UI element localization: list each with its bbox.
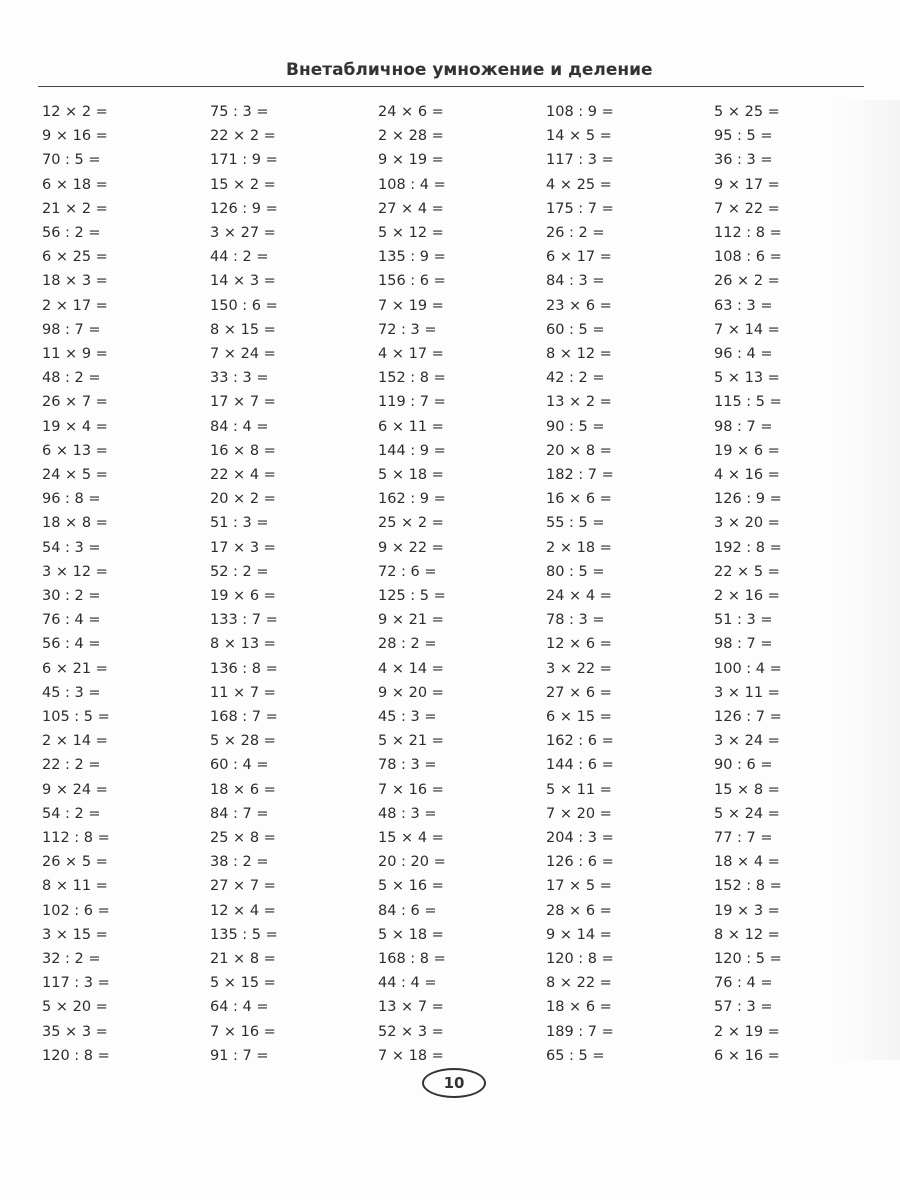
exercise-item: 20 × 2 = — [210, 491, 276, 508]
exercise-item: 150 : 6 = — [210, 297, 278, 314]
exercise-item: 72 : 6 = — [378, 563, 437, 580]
exercise-item: 120 : 8 = — [546, 951, 614, 967]
exercise-item: 3 × 15 = — [42, 926, 108, 943]
exercise-item: 16 × 8 = — [210, 442, 276, 459]
exercise-item: 24 × 6 = — [378, 104, 444, 120]
exercise-item: 90 : 6 = — [714, 757, 773, 774]
exercise-item: 18 × 8 = — [42, 515, 108, 532]
exercise-item: 28 × 6 = — [546, 902, 612, 919]
exercise-item: 5 × 11 = — [546, 781, 612, 798]
exercise-item: 44 : 4 = — [378, 975, 437, 992]
exercise-item: 18 × 6 = — [546, 999, 612, 1016]
exercise-item: 135 : 9 = — [378, 249, 446, 266]
exercise-item: 8 × 22 = — [546, 975, 612, 992]
exercise-item: 75 : 3 = — [210, 104, 269, 120]
exercise-item: 156 : 6 = — [378, 273, 446, 290]
header-rule — [38, 86, 864, 87]
exercise-item: 9 × 20 = — [378, 684, 444, 701]
exercise-item: 5 × 24 = — [714, 805, 780, 822]
exercise-item: 91 : 7 = — [210, 1047, 269, 1064]
exercise-item: 32 : 2 = — [42, 951, 101, 967]
exercise-item: 27 × 7 = — [210, 878, 276, 895]
exercise-item: 84 : 7 = — [210, 805, 269, 822]
exercise-item: 2 × 16 = — [714, 588, 780, 604]
exercise-item: 44 : 2 = — [210, 249, 269, 266]
exercise-item: 52 × 3 = — [378, 1023, 444, 1040]
exercise-item: 8 × 15 = — [210, 321, 276, 338]
exercise-item: 60 : 4 = — [210, 757, 269, 774]
exercise-item: 30 : 2 = — [42, 588, 101, 604]
exercise-item: 19 × 4 = — [42, 418, 108, 435]
exercise-item: 98 : 7 = — [42, 321, 101, 338]
exercise-item: 5 × 13 = — [714, 370, 780, 387]
exercise-item: 20 × 8 = — [546, 442, 612, 459]
exercise-item: 102 : 6 = — [42, 902, 110, 919]
exercise-item: 5 × 16 = — [378, 878, 444, 895]
exercise-item: 12 × 4 = — [210, 902, 276, 919]
exercise-item: 9 × 19 = — [378, 152, 444, 169]
exercise-item: 76 : 4 = — [42, 612, 101, 629]
exercise-item: 27 × 4 = — [378, 200, 444, 217]
exercise-item: 9 × 22 = — [378, 539, 444, 556]
exercise-item: 65 : 5 = — [546, 1047, 605, 1064]
exercise-item: 136 : 8 = — [210, 660, 278, 677]
exercise-item: 17 × 3 = — [210, 539, 276, 556]
exercise-item: 78 : 3 = — [378, 757, 437, 774]
exercise-item: 6 × 16 = — [714, 1047, 780, 1064]
exercise-item: 4 × 16 = — [714, 467, 780, 483]
exercise-item: 3 × 24 = — [714, 733, 780, 750]
exercise-item: 9 × 21 = — [378, 612, 444, 629]
exercise-item: 77 : 7 = — [714, 830, 773, 846]
exercise-item: 5 × 20 = — [42, 999, 108, 1016]
exercise-item: 119 : 7 = — [378, 394, 446, 411]
exercise-item: 48 : 2 = — [42, 370, 101, 387]
exercise-item: 112 : 8 = — [714, 225, 782, 241]
exercise-item: 22 × 4 = — [210, 467, 276, 483]
exercise-item: 115 : 5 = — [714, 394, 782, 411]
exercise-item: 98 : 7 = — [714, 636, 773, 653]
exercise-item: 135 : 5 = — [210, 926, 278, 943]
exercise-item: 2 × 19 = — [714, 1023, 780, 1040]
exercise-item: 25 × 8 = — [210, 830, 276, 846]
exercise-item: 11 × 7 = — [210, 684, 276, 701]
exercise-item: 54 : 2 = — [42, 805, 101, 822]
exercise-item: 105 : 5 = — [42, 709, 110, 725]
page-header — [0, 56, 900, 86]
exercise-item: 96 : 4 = — [714, 346, 773, 362]
exercise-item: 18 × 6 = — [210, 781, 276, 798]
exercise-item: 12 × 2 = — [42, 104, 108, 120]
exercise-item: 26 × 7 = — [42, 394, 108, 411]
exercise-item: 19 × 6 = — [714, 442, 780, 459]
exercise-item: 126 : 9 = — [210, 200, 278, 217]
exercise-item: 51 : 3 = — [714, 612, 773, 629]
exercise-item: 21 × 8 = — [210, 951, 276, 967]
exercise-item: 126 : 7 = — [714, 709, 782, 725]
exercise-item: 15 × 8 = — [714, 781, 780, 798]
exercise-item: 16 × 6 = — [546, 491, 612, 508]
exercise-item: 152 : 8 = — [378, 370, 446, 387]
exercise-item: 70 : 5 = — [42, 152, 101, 169]
exercise-item: 189 : 7 = — [546, 1023, 614, 1040]
exercise-item: 3 × 11 = — [714, 684, 780, 701]
exercise-item: 6 × 21 = — [42, 660, 108, 677]
exercise-item: 5 × 18 = — [378, 926, 444, 943]
exercise-item: 13 × 2 = — [546, 394, 612, 411]
exercise-item: 17 × 5 = — [546, 878, 612, 895]
exercise-item: 6 × 13 = — [42, 442, 108, 459]
exercise-item: 80 : 5 = — [546, 563, 605, 580]
exercise-item: 6 × 18 = — [42, 176, 108, 193]
exercise-item: 48 : 3 = — [378, 805, 437, 822]
exercise-item: 6 × 11 = — [378, 418, 444, 435]
exercise-item: 7 × 14 = — [714, 321, 780, 338]
exercise-item: 7 × 16 = — [210, 1023, 276, 1040]
exercise-item: 6 × 15 = — [546, 709, 612, 725]
exercise-item: 8 × 12 = — [546, 346, 612, 362]
exercise-item: 18 × 4 = — [714, 854, 780, 871]
exercise-item: 14 × 3 = — [210, 273, 276, 290]
exercise-item: 2 × 14 = — [42, 733, 108, 750]
exercise-item: 175 : 7 = — [546, 200, 614, 217]
exercise-item: 55 : 5 = — [546, 515, 605, 532]
exercise-item: 182 : 7 = — [546, 467, 614, 483]
exercise-item: 126 : 9 = — [714, 491, 782, 508]
exercise-item: 76 : 4 = — [714, 975, 773, 992]
exercise-item: 133 : 7 = — [210, 612, 278, 629]
exercise-item: 26 : 2 = — [546, 225, 605, 241]
exercise-item: 22 × 2 = — [210, 128, 276, 145]
exercise-item: 15 × 2 = — [210, 176, 276, 193]
exercise-item: 42 : 2 = — [546, 370, 605, 387]
exercise-item: 26 × 5 = — [42, 854, 108, 871]
exercise-item: 24 × 4 = — [546, 588, 612, 604]
exercise-grid — [0, 100, 900, 1064]
exercise-item: 7 × 18 = — [378, 1047, 444, 1064]
exercise-item: 4 × 17 = — [378, 346, 444, 362]
exercise-item: 52 : 2 = — [210, 563, 269, 580]
exercise-item: 60 : 5 = — [546, 321, 605, 338]
exercise-item: 24 × 5 = — [42, 467, 108, 483]
exercise-item: 4 × 14 = — [378, 660, 444, 677]
exercise-item: 168 : 8 = — [378, 951, 446, 967]
exercise-item: 2 × 28 = — [378, 128, 444, 145]
exercise-item: 84 : 4 = — [210, 418, 269, 435]
exercise-item: 78 : 3 = — [546, 612, 605, 629]
exercise-item: 45 : 3 = — [42, 684, 101, 701]
exercise-item: 25 × 2 = — [378, 515, 444, 532]
exercise-item: 20 : 20 = — [378, 854, 446, 871]
exercise-item: 7 × 20 = — [546, 805, 612, 822]
exercise-item: 3 × 20 = — [714, 515, 780, 532]
exercise-item: 117 : 3 = — [546, 152, 614, 169]
exercise-item: 168 : 7 = — [210, 709, 278, 725]
exercise-item: 120 : 5 = — [714, 951, 782, 967]
exercise-item: 14 × 5 = — [546, 128, 612, 145]
exercise-item: 4 × 25 = — [546, 176, 612, 193]
exercise-item: 5 × 15 = — [210, 975, 276, 992]
exercise-item: 108 : 4 = — [378, 176, 446, 193]
exercise-item: 9 × 17 = — [714, 176, 780, 193]
exercise-item: 19 × 6 = — [210, 588, 276, 604]
exercise-item: 64 : 4 = — [210, 999, 269, 1016]
exercise-item: 7 × 24 = — [210, 346, 276, 362]
exercise-item: 56 : 4 = — [42, 636, 101, 653]
exercise-item: 22 : 2 = — [42, 757, 101, 774]
exercise-item: 117 : 3 = — [42, 975, 110, 992]
page-number: 10 — [422, 1068, 486, 1098]
exercise-item: 84 : 6 = — [378, 902, 437, 919]
exercise-item: 144 : 6 = — [546, 757, 614, 774]
exercise-item: 23 × 6 = — [546, 297, 612, 314]
exercise-item: 125 : 5 = — [378, 588, 446, 604]
exercise-item: 9 × 14 = — [546, 926, 612, 943]
exercise-item: 9 × 24 = — [42, 781, 108, 798]
exercise-item: 3 × 22 = — [546, 660, 612, 677]
exercise-item: 33 : 3 = — [210, 370, 269, 387]
exercise-item: 96 : 8 = — [42, 491, 101, 508]
exercise-item: 51 : 3 = — [210, 515, 269, 532]
exercise-item: 171 : 9 = — [210, 152, 278, 169]
exercise-item: 8 × 12 = — [714, 926, 780, 943]
exercise-item: 152 : 8 = — [714, 878, 782, 895]
exercise-item: 8 × 11 = — [42, 878, 108, 895]
exercise-item: 162 : 6 = — [546, 733, 614, 750]
exercise-item: 120 : 8 = — [42, 1047, 110, 1064]
exercise-item: 12 × 6 = — [546, 636, 612, 653]
exercise-item: 108 : 6 = — [714, 249, 782, 266]
exercise-item: 192 : 8 = — [714, 539, 782, 556]
exercise-item: 2 × 17 = — [42, 297, 108, 314]
exercise-item: 5 × 21 = — [378, 733, 444, 750]
exercise-item: 5 × 28 = — [210, 733, 276, 750]
exercise-item: 22 × 5 = — [714, 563, 780, 580]
exercise-item: 84 : 3 = — [546, 273, 605, 290]
exercise-item: 18 × 3 = — [42, 273, 108, 290]
exercise-item: 90 : 5 = — [546, 418, 605, 435]
exercise-item: 126 : 6 = — [546, 854, 614, 871]
exercise-item: 204 : 3 = — [546, 830, 614, 846]
exercise-item: 7 × 19 = — [378, 297, 444, 314]
exercise-item: 8 × 13 = — [210, 636, 276, 653]
exercise-item: 6 × 17 = — [546, 249, 612, 266]
exercise-item: 5 × 18 = — [378, 467, 444, 483]
exercise-item: 162 : 9 = — [378, 491, 446, 508]
exercise-item: 13 × 7 = — [378, 999, 444, 1016]
exercise-item: 98 : 7 = — [714, 418, 773, 435]
exercise-item: 108 : 9 = — [546, 104, 614, 120]
exercise-item: 17 × 7 = — [210, 394, 276, 411]
exercise-item: 19 × 3 = — [714, 902, 780, 919]
exercise-item: 36 : 3 = — [714, 152, 773, 169]
exercise-item: 38 : 2 = — [210, 854, 269, 871]
exercise-item: 3 × 12 = — [42, 563, 108, 580]
exercise-item: 45 : 3 = — [378, 709, 437, 725]
exercise-item: 56 : 2 = — [42, 225, 101, 241]
exercise-item: 26 × 2 = — [714, 273, 780, 290]
exercise-item: 28 : 2 = — [378, 636, 437, 653]
exercise-item: 21 × 2 = — [42, 200, 108, 217]
exercise-item: 3 × 27 = — [210, 225, 276, 241]
exercise-item: 54 : 3 = — [42, 539, 101, 556]
exercise-item: 95 : 5 = — [714, 128, 773, 145]
exercise-item: 7 × 22 = — [714, 200, 780, 217]
exercise-item: 6 × 25 = — [42, 249, 108, 266]
exercise-item: 27 × 6 = — [546, 684, 612, 701]
exercise-item: 72 : 3 = — [378, 321, 437, 338]
exercise-item: 15 × 4 = — [378, 830, 444, 846]
exercise-item: 2 × 18 = — [546, 539, 612, 556]
exercise-item: 35 × 3 = — [42, 1023, 108, 1040]
exercise-item: 57 : 3 = — [714, 999, 773, 1016]
exercise-item: 5 × 12 = — [378, 225, 444, 241]
exercise-item: 11 × 9 = — [42, 346, 108, 362]
exercise-item: 144 : 9 = — [378, 442, 446, 459]
exercise-item: 63 : 3 = — [714, 297, 773, 314]
page-title: Внетабличное умножение и деление — [286, 60, 653, 80]
exercise-item: 5 × 25 = — [714, 104, 780, 120]
exercise-item: 112 : 8 = — [42, 830, 110, 846]
exercise-item: 7 × 16 = — [378, 781, 444, 798]
exercise-item: 100 : 4 = — [714, 660, 782, 677]
exercise-item: 9 × 16 = — [42, 128, 108, 145]
